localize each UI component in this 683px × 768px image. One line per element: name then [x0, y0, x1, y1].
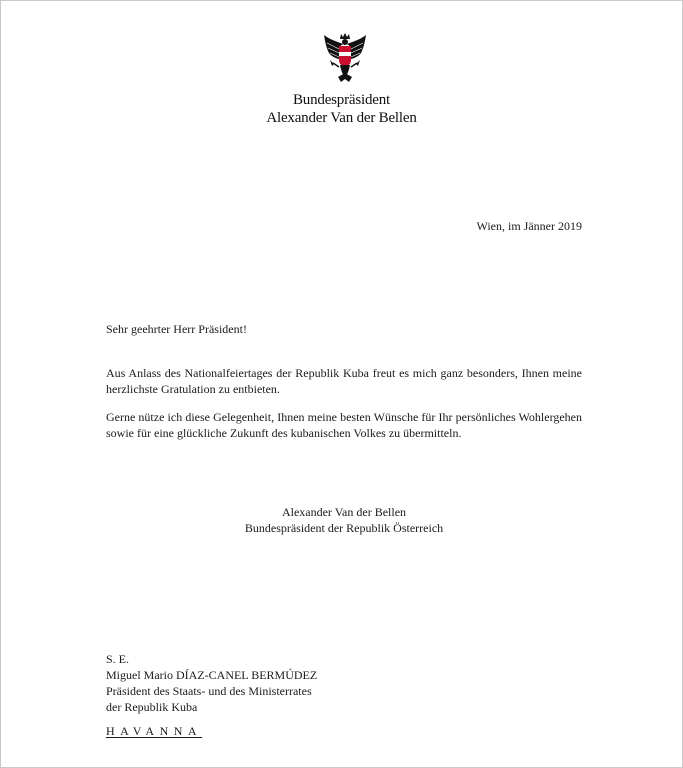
place-date: Wien, im Jänner 2019 — [476, 219, 582, 233]
addressee-city: HAVANNA — [106, 724, 203, 738]
addressee-name: Miguel Mario DÍAZ-CANEL BERMÚDEZ — [106, 668, 318, 682]
addressee-honorific: S. E. — [106, 652, 130, 666]
salutation: Sehr geehrter Herr Präsident! — [106, 322, 247, 336]
signature-title: Bundespräsident der Republik Österreich — [244, 521, 444, 535]
letterhead-title-line2: Alexander Van der Bellen — [266, 110, 417, 126]
austrian-federal-eagle-icon — [323, 33, 367, 83]
addressee-position: Präsident des Staats- und des Ministerrates — [106, 684, 312, 698]
addressee-country: der Republik Kuba — [106, 700, 198, 714]
addressee-block — [106, 651, 317, 715]
body-paragraph-2: Gerne nütze ich diese Gelegenheit, Ihnen meine besten Wünsche für Ihr persönliches Wohlergehen sowie für eine glückliche Zukunft des kubanischen Volkes zu übermitteln. — [106, 410, 582, 440]
signature-name: Alexander Van der Bellen — [281, 505, 407, 519]
letterhead-title-line1: Bundespräsident — [293, 92, 390, 108]
body-paragraph-1: Aus Anlass des Nationalfeiertages der Republik Kuba freut es mich ganz besonders, Ihnen meine herzlichste Gratulation zu entbieten. — [106, 366, 582, 396]
letterhead-title — [1, 91, 682, 127]
signature-block — [201, 504, 487, 536]
